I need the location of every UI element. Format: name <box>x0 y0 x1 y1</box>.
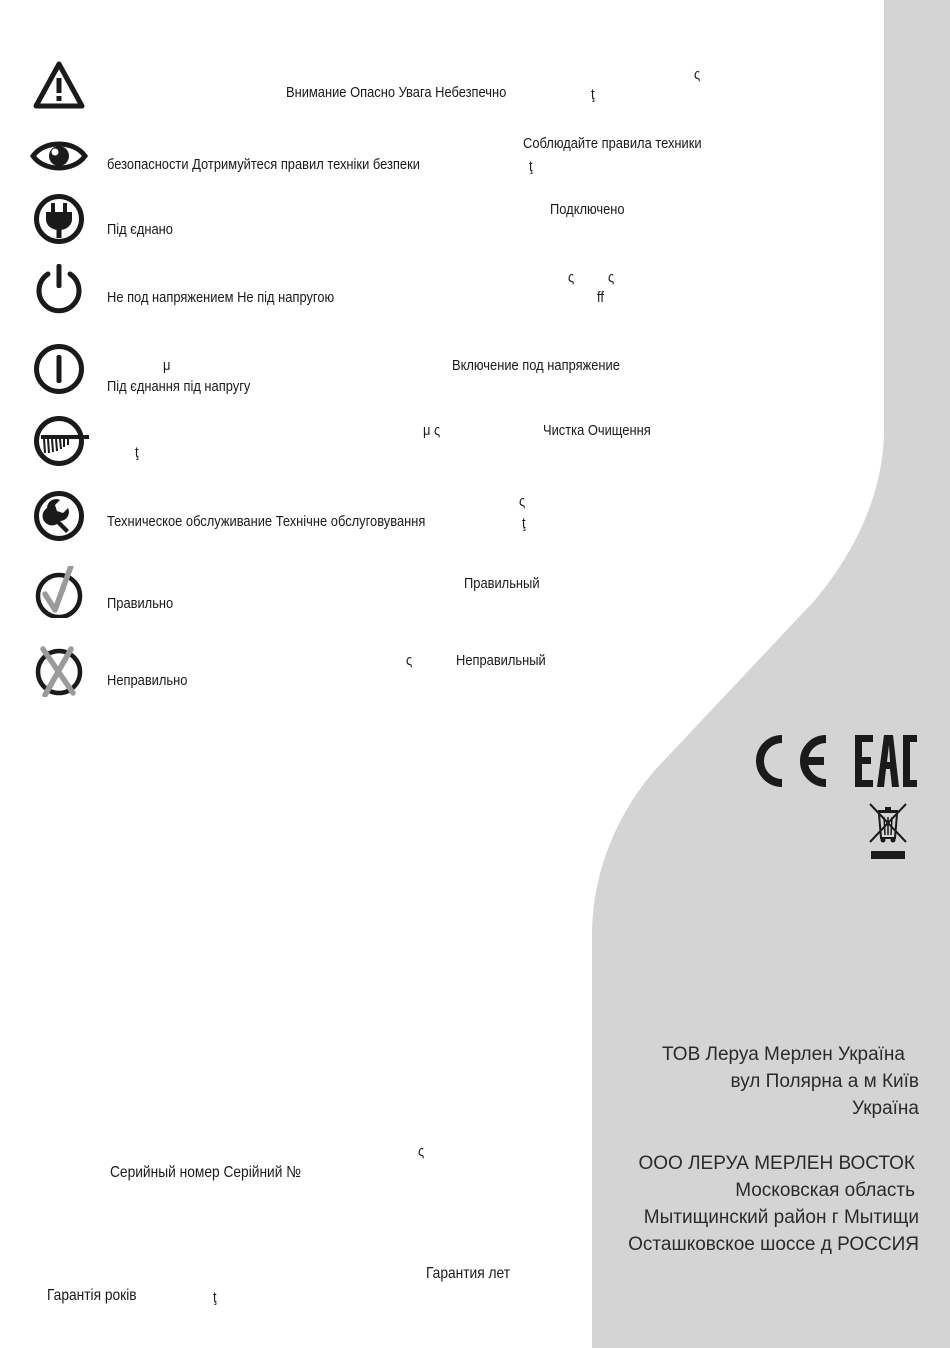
address-ru-line: ООО ЛЕРУА МЕРЛЕН ВОСТОК <box>638 1153 915 1174</box>
power-on-caption-ua: Під єднання під напругу <box>107 378 251 395</box>
address-ru-line: Московская область <box>735 1180 915 1201</box>
cleaning-brush-icon <box>33 415 91 467</box>
safety-caption-ru: Соблюдайте правила техники <box>523 135 702 152</box>
cleaning-mark-2: ţ <box>135 444 139 461</box>
plug-icon <box>33 193 85 245</box>
eac-mark-icon <box>853 733 919 789</box>
not-powered-mark-3: ff <box>597 289 604 306</box>
cleaning-mark: μ ς <box>423 422 441 439</box>
address-ru-line: Мытищинский район г Мытищи <box>643 1207 919 1228</box>
power-on-icon <box>33 343 85 395</box>
address-ru-line: Осташковское шоссе д РОССИЯ <box>628 1234 919 1255</box>
safety-caption-ua: безопасности Дотримуйтеся правил техніки безпеки <box>107 156 420 173</box>
incorrect-mark: ς <box>406 652 413 669</box>
address-ua-line: ТОВ Леруа Мерлен Україна <box>662 1044 905 1065</box>
warning-triangle-icon <box>33 60 85 112</box>
check-icon <box>33 566 85 618</box>
not-powered-mark-2: ς <box>608 269 615 286</box>
cleaning-caption: Чистка Очищення <box>543 422 651 439</box>
warning-mark-2: ς <box>694 66 701 83</box>
warranty-caption-ru: Гарантия лет <box>426 1265 511 1282</box>
maintenance-caption: Техническое обслуживание Технічне обслуговування <box>107 513 426 530</box>
address-ua-line: вул Полярна а м Київ <box>730 1071 919 1092</box>
address-ru <box>628 1150 919 1258</box>
incorrect-caption-ua: Неправильно <box>107 672 188 689</box>
warranty-mark: ţ <box>213 1289 217 1306</box>
correct-caption-ua: Правильно <box>107 595 174 612</box>
maintenance-mark-2: ţ <box>522 515 526 532</box>
serial-number-label: Серийный номер Серійний № <box>110 1164 302 1181</box>
ce-mark-icon <box>752 733 832 789</box>
not-powered-mark: ς <box>568 269 575 286</box>
power-on-mark: μ <box>163 357 171 374</box>
safety-mark: ţ <box>529 158 533 175</box>
serial-mark: ς <box>418 1143 425 1160</box>
warning-caption: Внимание Опасно Увага Небезпечно <box>286 84 507 101</box>
eye-icon <box>30 130 88 182</box>
power-on-caption-ru: Включение под напряжение <box>452 357 620 374</box>
not-powered-caption: Не под напряжением Не під напругою <box>107 289 335 306</box>
maintenance-mark: ς <box>519 493 526 510</box>
warranty-caption-ua: Гарантія років <box>47 1287 137 1304</box>
cross-icon <box>33 645 85 697</box>
address-ua-line: Україна <box>851 1098 919 1119</box>
correct-caption-ru: Правильный <box>464 575 540 592</box>
address-ua <box>662 1041 919 1122</box>
connected-caption-ru: Подключено <box>550 201 625 218</box>
incorrect-caption-ru: Неправильный <box>456 652 546 669</box>
power-off-icon <box>33 262 85 314</box>
weee-bin-icon <box>866 802 910 862</box>
warning-mark: ţ <box>591 86 595 103</box>
connected-caption-ua: Під єднано <box>107 221 173 238</box>
wrench-icon <box>33 490 85 542</box>
